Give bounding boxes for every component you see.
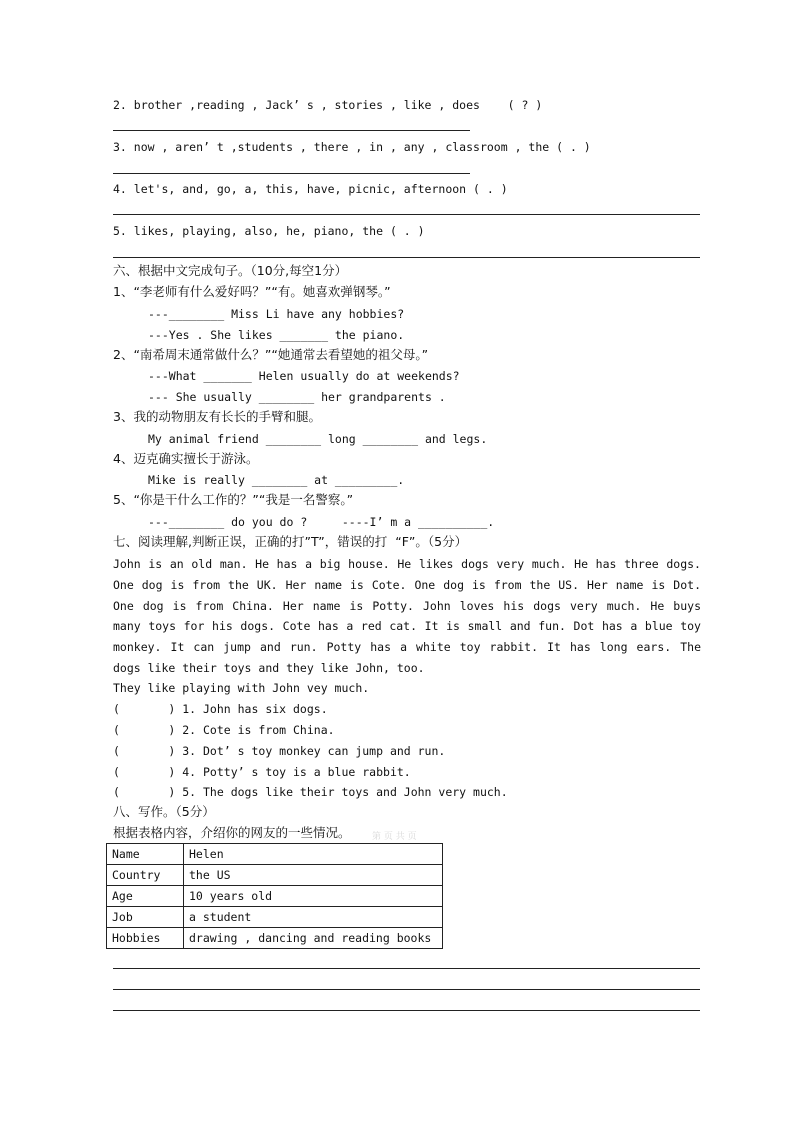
answer-line[interactable]: [113, 214, 700, 215]
section-8-heading: 八、写作。（5分）: [113, 804, 215, 819]
reading-passage: John is an old man. He has a big house. He likes dogs very much. He has three dogs. One dog is from the UK. Her name is Cote. One dog is from the US. Her name is Dot. One dog is from China. Her name is Potty. John loves his dogs very much. He buys many toys for his dogs. Cote has a red cat. It is small and fun. Dot has a blue toy monkey. It can jump and run. Potty has a white toy rabbit. It has long ears. The dogs like their toys and they like John, too.: [113, 557, 701, 675]
question-3: 3. now , aren’ t ,students , there , in , any , classroom , the ( . ): [113, 140, 591, 154]
writing-line[interactable]: [113, 1010, 700, 1011]
table-value: the US: [184, 865, 443, 886]
answer-line[interactable]: [113, 257, 700, 258]
table-row: [107, 844, 443, 865]
page-footer-watermark: 第 页 共 页: [372, 832, 417, 842]
table-row: [107, 907, 443, 928]
tf-item[interactable]: ( ) 5. The dogs like their toys and John very much.: [113, 785, 508, 799]
question-5: 5. likes, playing, also, he, piano, the ( . ): [113, 224, 425, 238]
s6-item-3-line-a: My animal friend ________ long ________ and legs.: [148, 432, 488, 446]
section-7-heading: 七、阅读理解,判断正误，正确的打”T”，错误的打 “F”。（5分）: [113, 534, 468, 549]
table-value: 10 years old: [184, 886, 443, 907]
table-value: drawing , dancing and reading books: [184, 928, 443, 949]
answer-line[interactable]: [113, 173, 470, 174]
tf-item[interactable]: ( ) 4. Potty’ s toy is a blue rabbit.: [113, 765, 411, 779]
table-key: Name: [107, 844, 184, 865]
s6-item-1-line-b: ---Yes . She likes _______ the piano.: [148, 328, 405, 342]
table-key: Country: [107, 865, 184, 886]
s6-item-2-line-b: --- She usually ________ her grandparents .: [148, 390, 446, 404]
s6-item-2-line-a: ---What _______ Helen usually do at weekends?: [148, 369, 460, 383]
s6-item-4: 4、迈克确实擅长于游泳。: [113, 451, 259, 466]
section-6-heading: 六、根据中文完成句子。（10分,每空1分）: [113, 263, 348, 278]
question-4: 4. let's, and, go, a, this, have, picnic, afternoon ( . ): [113, 182, 508, 196]
table-row: [107, 865, 443, 886]
table-row: [107, 886, 443, 907]
question-2: 2. brother ,reading , Jack’ s , stories , like , does ( ? ): [113, 98, 543, 112]
s6-item-5-line-a: ---________ do you do ? ----I’ m a __________.: [148, 515, 495, 529]
writing-instruction: 根据表格内容，介绍你的网友的一些情况。: [113, 825, 351, 840]
table-key: Age: [107, 886, 184, 907]
tf-item[interactable]: ( ) 1. John has six dogs.: [113, 702, 328, 716]
tf-item[interactable]: ( ) 2. Cote is from China.: [113, 723, 335, 737]
reading-passage-last-line: They like playing with John vey much.: [113, 681, 370, 695]
s6-item-3: 3、我的动物朋友有长长的手臂和腿。: [113, 409, 321, 424]
friend-info-table: [106, 843, 443, 949]
s6-item-2: 2、“南希周末通常做什么？”“她通常去看望她的祖父母。”: [113, 347, 429, 362]
table-key: Hobbies: [107, 928, 184, 949]
tf-item[interactable]: ( ) 3. Dot’ s toy monkey can jump and run.: [113, 744, 446, 758]
table-row: [107, 928, 443, 949]
s6-item-5: 5、“你是干什么工作的？”“我是一名警察。”: [113, 492, 354, 507]
table-value: Helen: [184, 844, 443, 865]
s6-item-1: 1、“李老师有什么爱好吗？”“有。她喜欢弹钢琴。”: [113, 284, 391, 299]
s6-item-1-line-a: ---________ Miss Li have any hobbies?: [148, 307, 405, 321]
answer-line[interactable]: [113, 130, 470, 131]
table-value: a student: [184, 907, 443, 928]
table-key: Job: [107, 907, 184, 928]
writing-line[interactable]: [113, 968, 700, 969]
writing-line[interactable]: [113, 989, 700, 990]
s6-item-4-line-a: Mike is really ________ at _________.: [148, 473, 405, 487]
